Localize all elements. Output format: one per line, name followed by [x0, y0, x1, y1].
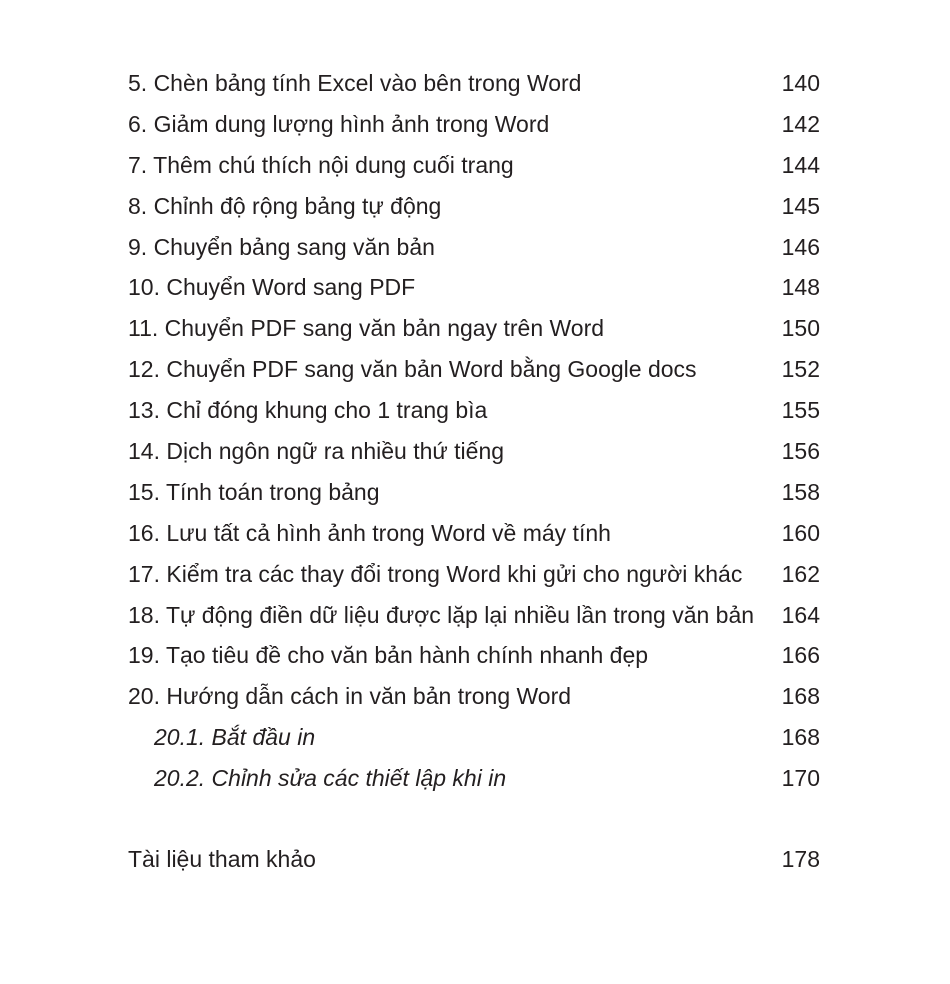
- toc-entry-title: 12. Chuyển PDF sang văn bản Word bằng Google docs: [128, 356, 697, 383]
- toc-entry-title: 8. Chỉnh độ rộng bảng tự động: [128, 192, 442, 219]
- toc-subentry-page: 168: [781, 724, 820, 751]
- toc-entry-references: [128, 839, 820, 880]
- section-spacer: [128, 799, 820, 839]
- toc-entry-9: [128, 227, 820, 268]
- toc-entry-8: [128, 186, 820, 227]
- toc-references-page: 178: [781, 846, 820, 873]
- toc-entry-title: 19. Tạo tiêu đề cho văn bản hành chính nhanh đẹp: [128, 642, 649, 669]
- toc-entry-title: 16. Lưu tất cả hình ảnh trong Word về máy tính: [128, 519, 611, 546]
- toc-entry-17: [128, 554, 820, 595]
- toc-entry-19: [128, 635, 820, 676]
- toc-entry-page: 162: [781, 560, 820, 587]
- toc-entry-page: 164: [781, 601, 820, 628]
- toc-entry-page: 142: [781, 110, 820, 137]
- toc-entry-page: 150: [781, 315, 820, 342]
- toc-entry-15: [128, 472, 820, 513]
- toc-entry-title: 11. Chuyển PDF sang văn bản ngay trên Word: [128, 315, 605, 342]
- toc-subentry-20-1: [128, 717, 820, 758]
- toc-entry-title: 18. Tự động điền dữ liệu được lặp lại nhiều lần trong văn bản: [128, 601, 755, 628]
- toc-subentry-title: 20.2. Chỉnh sửa các thiết lập khi in: [154, 765, 507, 792]
- toc-entry-page: 145: [781, 192, 820, 219]
- toc-entry-13: [128, 390, 820, 431]
- toc-entry-page: 152: [781, 356, 820, 383]
- table-of-contents: [128, 63, 820, 880]
- toc-entry-6: [128, 104, 820, 145]
- toc-entry-page: 144: [781, 151, 820, 178]
- toc-entry-page: 156: [781, 438, 820, 465]
- toc-subentry-title: 20.1. Bắt đầu in: [154, 724, 316, 751]
- toc-entry-title: 5. Chèn bảng tính Excel vào bên trong Word: [128, 70, 582, 96]
- toc-entry-page: 166: [781, 642, 820, 669]
- toc-entry-page: 148: [781, 274, 820, 301]
- toc-entry-page: 146: [781, 233, 820, 260]
- toc-entry-16: [128, 513, 820, 554]
- toc-subentry-page: 170: [781, 765, 820, 792]
- toc-entry-page: 155: [781, 397, 820, 424]
- toc-entry-20: [128, 676, 820, 717]
- toc-entry-title: 13. Chỉ đóng khung cho 1 trang bìa: [128, 397, 488, 424]
- toc-entry-12: [128, 349, 820, 390]
- toc-subentry-20-2: [128, 758, 820, 799]
- toc-entry-title: 20. Hướng dẫn cách in văn bản trong Word: [128, 683, 572, 710]
- toc-entry-page: 168: [781, 683, 820, 710]
- toc-entry-14: [128, 431, 820, 472]
- toc-entry-10: [128, 267, 820, 308]
- toc-entry-title: 10. Chuyển Word sang PDF: [128, 274, 416, 301]
- toc-entry-title: 9. Chuyển bảng sang văn bản: [128, 233, 435, 260]
- toc-entry-7: [128, 145, 820, 186]
- toc-entry-title: 14. Dịch ngôn ngữ ra nhiều thứ tiếng: [128, 438, 505, 465]
- toc-entry-5: [128, 63, 820, 104]
- toc-entry-title: 17. Kiểm tra các thay đổi trong Word khi gửi cho người khác: [128, 560, 743, 587]
- toc-entry-page: 158: [781, 478, 820, 505]
- toc-entry-title: 7. Thêm chú thích nội dung cuối trang: [128, 151, 514, 178]
- toc-entry-title: 15. Tính toán trong bảng: [128, 478, 380, 505]
- toc-entry-18: [128, 595, 820, 636]
- toc-entry-page: 160: [781, 519, 820, 546]
- toc-references-title: Tài liệu tham khảo: [128, 846, 316, 873]
- toc-entry-title: 6. Giảm dung lượng hình ảnh trong Word: [128, 110, 550, 137]
- toc-entry-11: [128, 308, 820, 349]
- toc-entry-page: 140: [781, 70, 820, 96]
